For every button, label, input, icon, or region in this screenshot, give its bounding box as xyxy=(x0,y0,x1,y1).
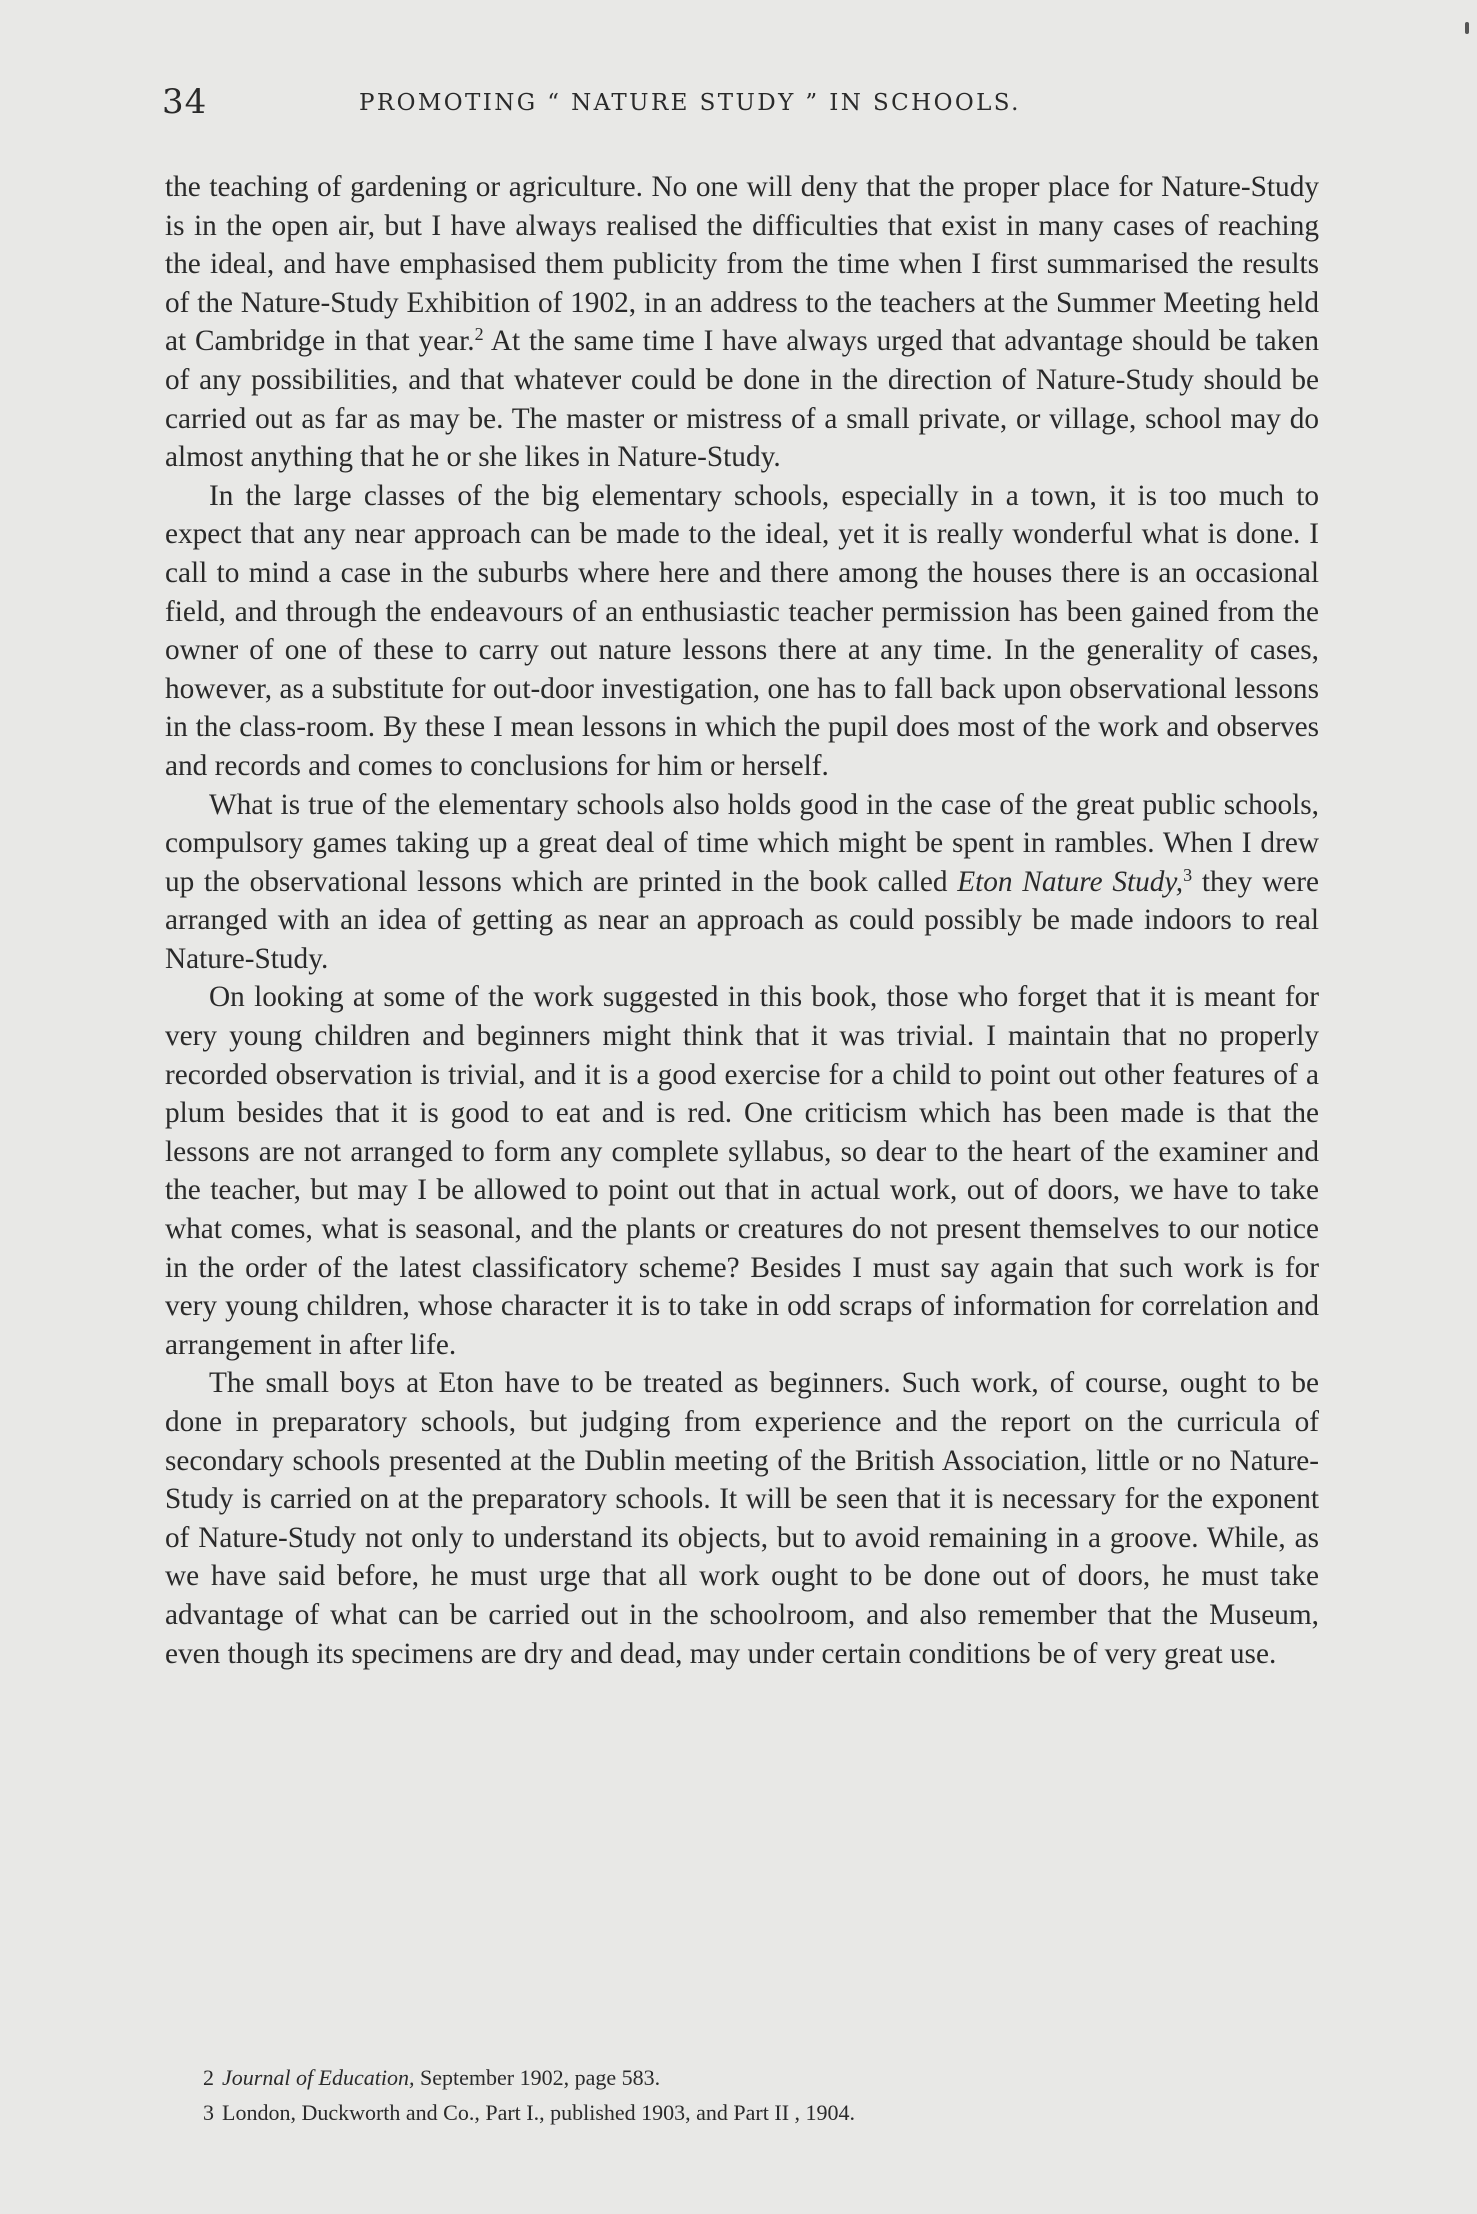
book-title: Eton Nature Study, xyxy=(957,865,1184,898)
scan-speck xyxy=(1465,22,1469,34)
running-head: PROMOTING “ NATURE STUDY ” IN SCHOOLS. xyxy=(359,90,1021,116)
paragraph-text: What is true of the elementary schools also holds good in the case of the great public schools, compulsory games taking up a great deal of time which might be spent in rambles. When I drew up the observational lessons which are printed in the book called xyxy=(165,788,1319,898)
paragraph-text: they were arranged with an idea of getting as near an approach as could possibly be made indoors to real Nature-Study. xyxy=(165,865,1319,975)
footnote-ref: 2 xyxy=(474,324,484,345)
paragraph-text: At the same time I have always urged that advantage should be taken of any possibilities, and that whatever could be done in the direction of Nature-Study should be carried out as far as may be. The master or mistress of a small private, or village, school may do almost anything that he or she likes in Nature-Study. xyxy=(165,325,1319,474)
footnote-source-title: Journal of Education, xyxy=(222,2065,415,2090)
footnote-text: September 1902, page 583. xyxy=(414,2065,661,2090)
paragraph xyxy=(165,168,1319,477)
footnote-ref: 3 xyxy=(1183,864,1193,885)
paragraph-text: the teaching of gardening or agriculture. No one will deny that the proper place for Nature-Study is in the open air, but I have always realised the difficulties that exist in many cases of reaching the ideal, and have emphasised them publicity from the time when I first summarised the results of the Nature-Study Exhibition of 1902, in an address to the teachers at the Summer Meeting held at Cambridge in that year. xyxy=(165,171,1319,358)
paragraph xyxy=(165,978,1319,1364)
footnote-number: 3 xyxy=(203,2100,214,2125)
page-header xyxy=(162,82,1312,132)
paragraph-text: On looking at some of the work suggested in this book, those who forget that it is meant for very young children and beginners might think that it was trivial. I maintain that no properly recorded observation is trivial, and it is a good exercise for a child to point out other features of a plum besides that it is good to eat and is red. One criticism which has been made is that the lessons are not arranged to form any complete syllabus, so dear to the heart of the examiner and the teacher, but may I be allowed to point out that in actual work, out of doors, we have to take what comes, what is seasonal, and the plants or creatures do not present themselves to our notice in the order of the latest classificatory scheme? Besides I must say again that such work is for very young children, whose character it is to take in odd scraps of information for correlation and arrangement in after life. xyxy=(165,981,1319,1361)
footnote-text: London, Duckworth and Co., Part I., published 1903, and Part II , 1904. xyxy=(222,2100,856,2125)
body-text xyxy=(165,168,1319,1673)
footnote-number: 2 xyxy=(203,2065,214,2090)
paragraph xyxy=(165,1364,1319,1673)
footnotes xyxy=(203,2060,1303,2130)
page-number: 34 xyxy=(162,82,208,122)
footnote xyxy=(203,2060,1303,2095)
paragraph-text: The small boys at Eton have to be treated as beginners. Such work, of course, ought to be done in preparatory schools, but judging from experience and the report on the curricula of secondary schools presented at the Dublin meeting of the British Association, little or no Nature-Study is carried on at the preparatory schools. It will be seen that it is necessary for the exponent of Nature-Study not only to understand its objects, but to avoid remaining in a groove. While, as we have said before, he must urge that all work ought to be done out of doors, he must take advantage of what can be carried out in the schoolroom, and also remember that the Museum, even though its specimens are dry and dead, may under certain conditions be of very great use. xyxy=(165,1367,1319,1670)
paragraph xyxy=(165,477,1319,786)
paragraph-text: In the large classes of the big elementary schools, especially in a town, it is too much to expect that any near approach can be made to the ideal, yet it is really wonderful what is done. I call to mind a case in the suburbs where here and there among the houses there is an occasional field, and through the endeavours of an enthusiastic teacher permission has been gained from the owner of one of these to carry out nature lessons there at any time. In the generality of cases, however, as a substitute for out-door investigation, one has to fall back upon observational lessons in the class-room. By these I mean lessons in which the pupil does most of the work and observes and records and comes to conclusions for him or herself. xyxy=(165,479,1319,782)
paragraph xyxy=(165,786,1319,979)
footnote xyxy=(203,2095,1303,2130)
